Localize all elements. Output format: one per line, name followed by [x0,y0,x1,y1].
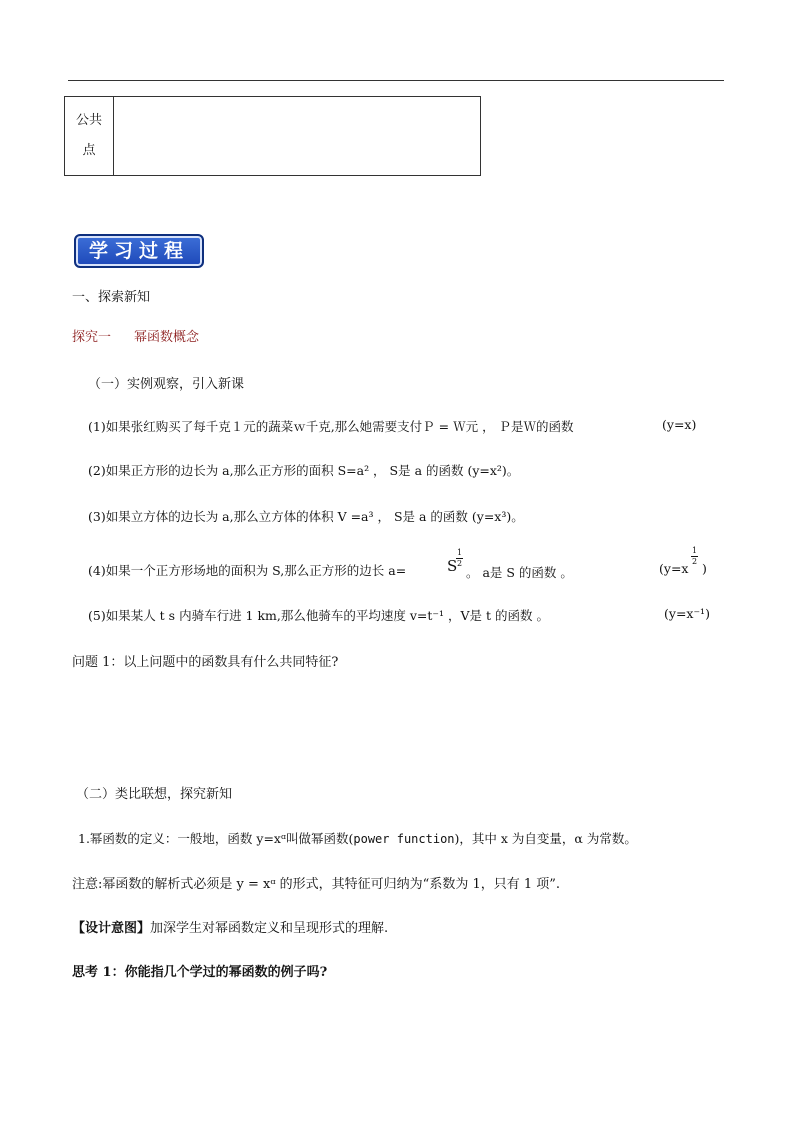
example-item-1: (1)如果张红购买了每千克１元的蔬菜ｗ千克,那么她需要支付Ｐ = Ｗ元 ， Ｐ是Ｗ的函数 [88,419,574,434]
design-intent-label: 【设计意图】 [72,921,151,936]
example-item-3: (3)如果立方体的边长为 a,那么立方体的体积 V =a³ ， S是 a 的函数 (y=x³)。 [88,509,524,524]
common-point-value [114,97,481,176]
question-1: 问题 1：以上问题中的函数具有什么共同特征? [72,655,339,670]
example-item-4-tail: 。 a是 S 的函数 。 [466,565,573,580]
think-1: 思考 1：你能指几个学过的幂函数的例子吗? [72,965,328,980]
explore-title: 幂函数概念 [134,330,200,345]
example-item-4: (4)如果一个正方形场地的面积为 S,那么正方形的边长 a= [88,563,407,578]
definition-part-a: 1.幂函数的定义：一般地，函数 y=xᵅ叫做幂函数( [78,831,354,846]
section-badge: 学习过程 [74,234,204,268]
example-item-2: (2)如果正方形的边长为 a,那么正方形的面积 S=a² ， S是 a 的函数 (y=x²)。 [88,463,520,478]
example-item-4-answer-a: (y=x [659,561,689,576]
fraction-den-1: 2 [457,559,463,568]
example-item-5-answer: (y=x⁻¹) [664,606,710,621]
example-item-1-answer: (y=x) [662,417,697,432]
part1-heading: 一、探索新知 [72,290,151,305]
fraction-num-1: 1 [457,548,463,557]
note-line: 注意:幂函数的解析式必须是 y = xᵅ 的形式，其特征可归纳为“系数为 1，只有 1 项”. [72,877,561,892]
definition-part-b: )，其中 x 为自变量，α 为常数。 [454,831,637,846]
design-intent-line [72,917,388,936]
common-point-label: 公共 点 [65,97,114,176]
example-item-5: (5)如果某人 t s 内骑车行进 1 km,那么他骑车的平均速度 v=t⁻¹ ，V是 t 的函数 。 [88,608,549,623]
explore-label: 探究一 [72,330,112,345]
example-item-4-base: S [447,557,458,575]
example-item-4-answer-b: ) [702,561,707,576]
subsection-1: （一）实例观察，引入新课 [88,377,245,392]
fraction-num-2: 1 [692,546,698,555]
definition-english-term: power function [353,832,455,846]
common-point-table [64,96,481,176]
fraction-den-2: 2 [692,557,698,566]
subsection-2: （二）类比联想，探究新知 [76,787,233,802]
header-rule [68,80,724,81]
definition-line [78,829,637,847]
design-intent-text: 加深学生对幂函数定义和呈现形式的理解. [150,921,389,936]
